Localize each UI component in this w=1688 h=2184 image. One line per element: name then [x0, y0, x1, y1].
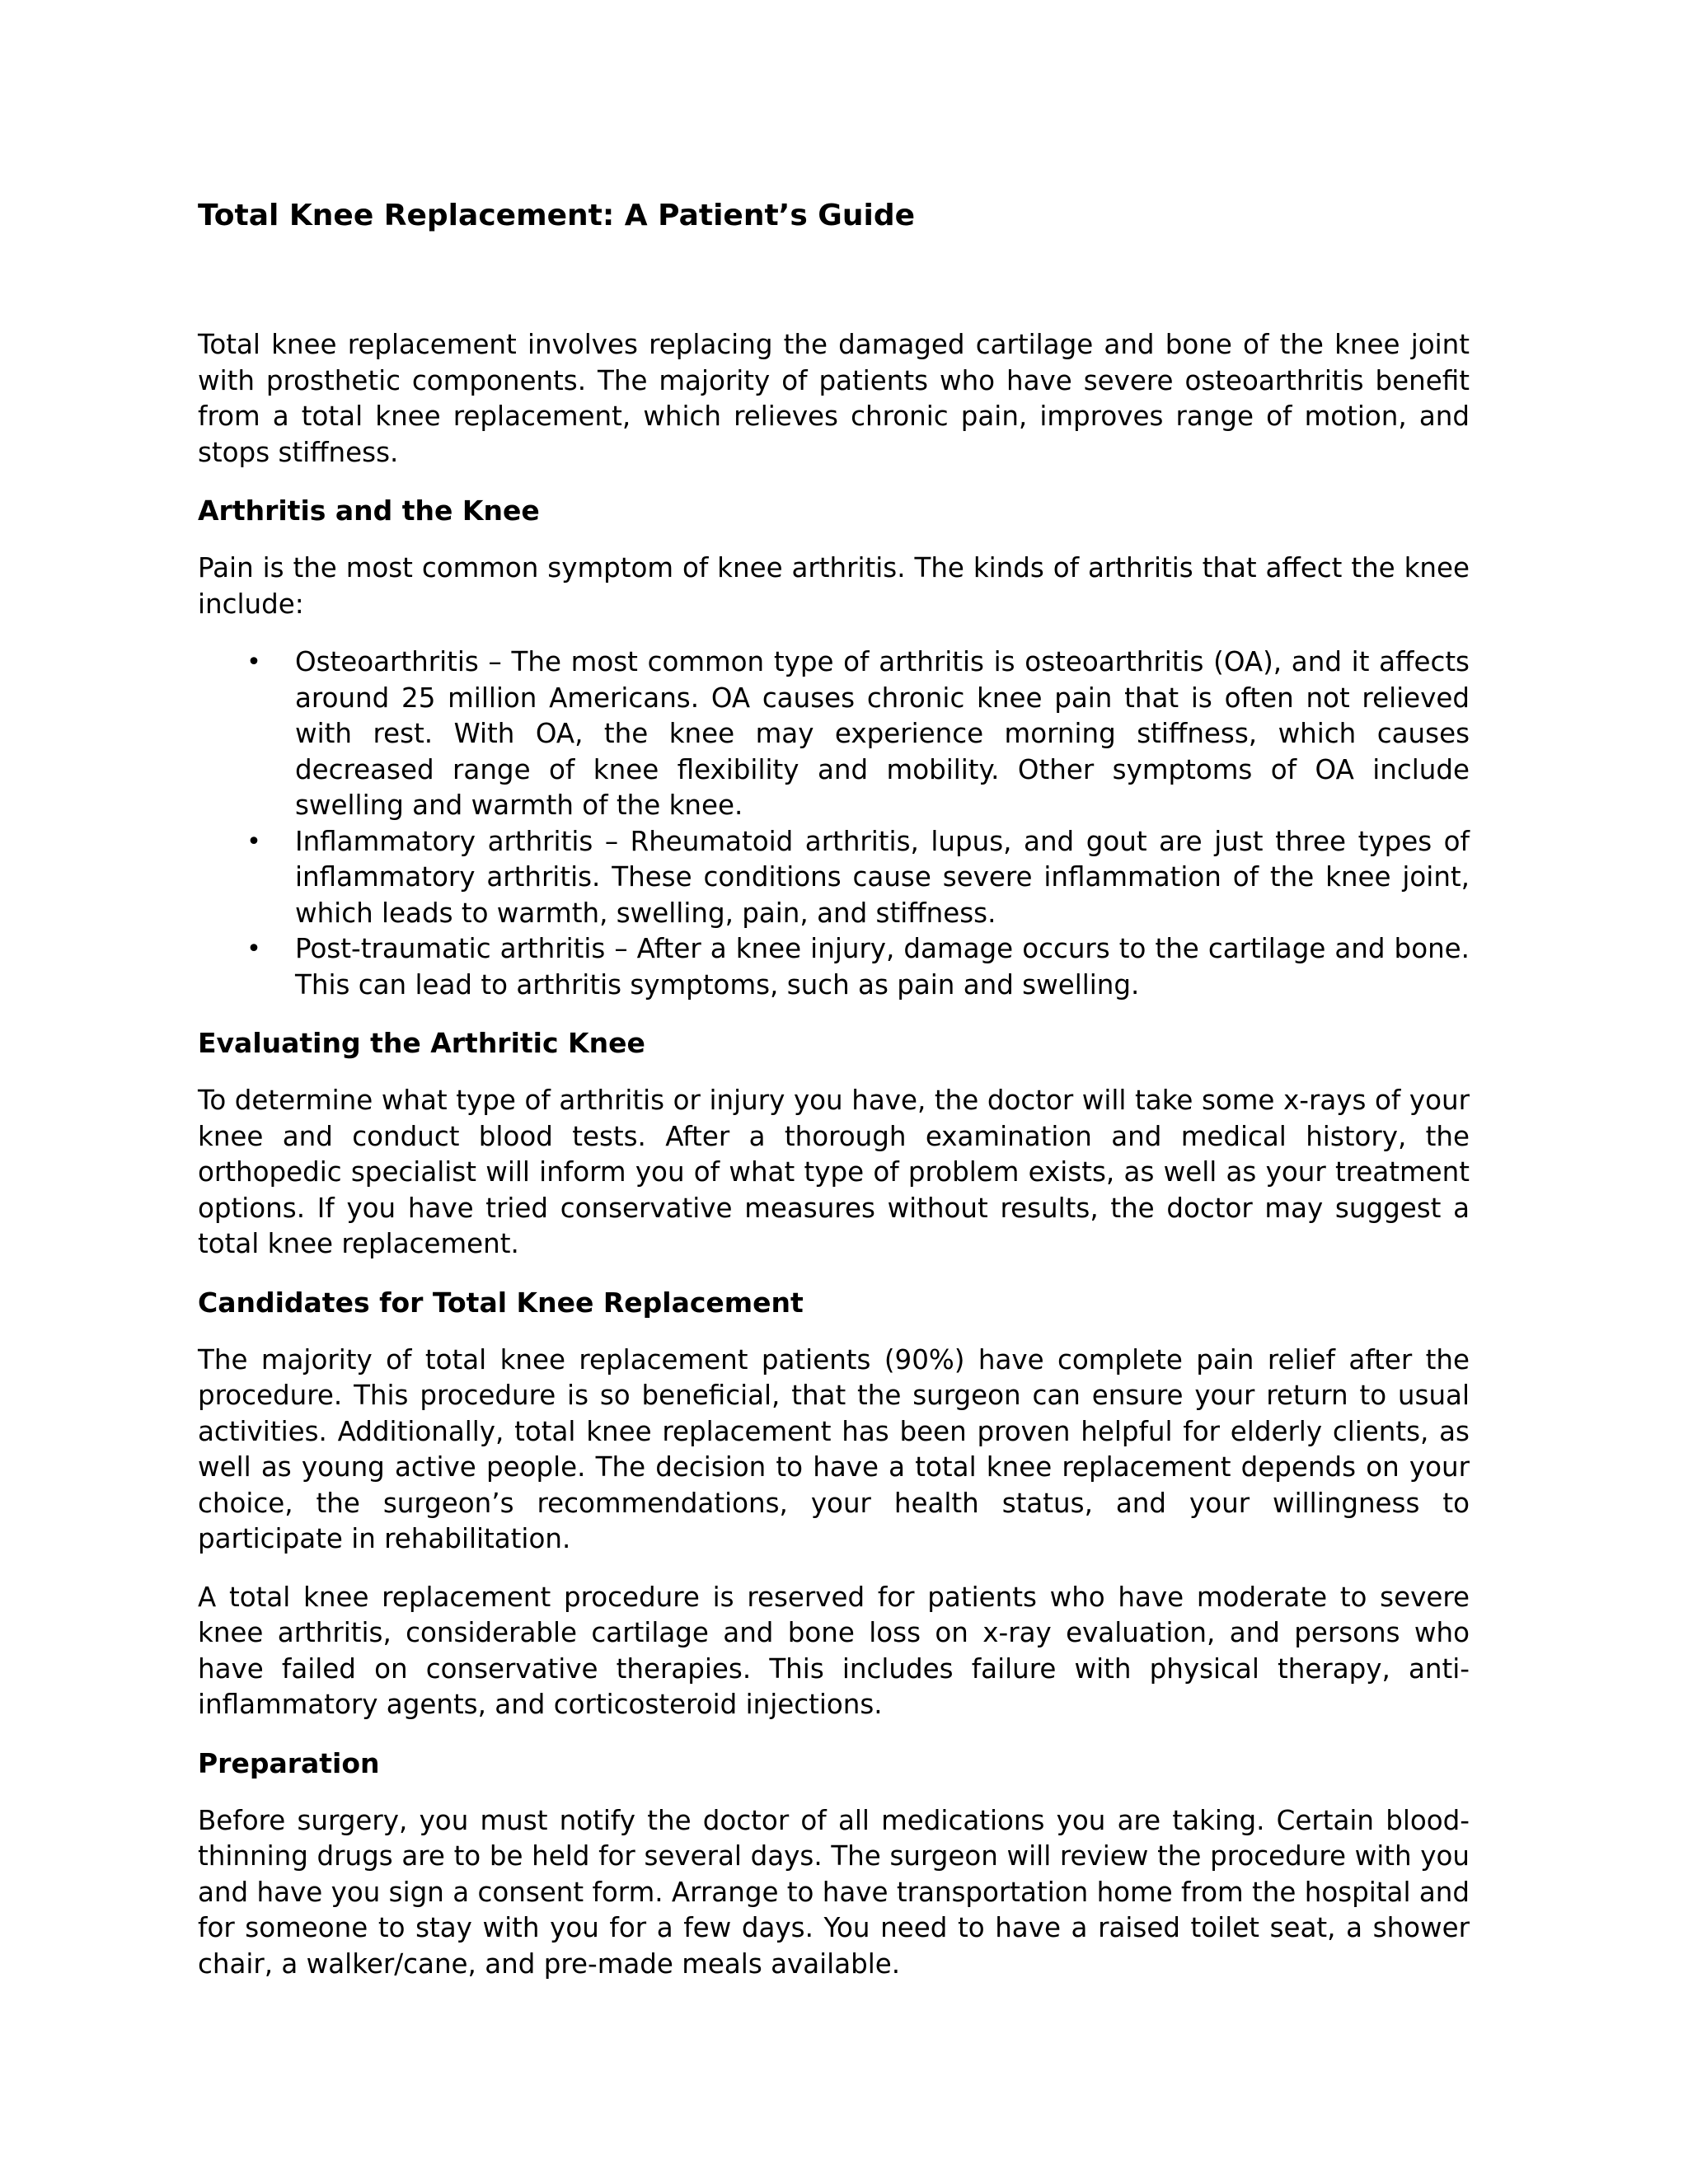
candidates-paragraph-2: A total knee replacement procedure is reserved for patients who have moderate to severe knee arthritis, considerable cartilage and bone loss on x-ray evaluation, and persons who have failed on conservative therapies. This includes failure with physical therapy, anti-inflammatory agents, and corticosteroid injections. — [198, 1581, 1470, 1720]
list-item-text: Post-traumatic arthritis – After a knee injury, damage occurs to the cartilage and bone. This can lead to arthritis symptoms, such as pain and swelling. — [295, 933, 1470, 1001]
document-title: Total Knee Replacement: A Patient’s Guide — [198, 199, 916, 232]
list-item-post-traumatic-arthritis — [198, 931, 1470, 1003]
document-body — [198, 198, 1470, 2004]
list-item-text: Inflammatory arthritis – Rheumatoid arthritis, lupus, and gout are just three types of inflammatory arthritis. These conditions cause severe inflammation of the knee joint, which leads to warmth, swelling, pain, and stiffness. — [295, 825, 1470, 929]
arthritis-types-list — [198, 644, 1470, 1003]
list-item-inflammatory-arthritis — [198, 824, 1470, 932]
list-item-text: Osteoarthritis – The most common type of arthritis is osteoarthritis (OA), and it affects around 25 million Americans. OA causes chronic knee pain that is often not relieved with rest. With OA, the knee may experience morning stiffness, which causes decreased range of knee flexibility and mobility. Other symptoms of OA include swelling and warmth of the knee. — [295, 646, 1470, 821]
bullet-icon: • — [246, 648, 261, 677]
heading-evaluating-the-arthritic-knee: Evaluating the Arthritic Knee — [198, 1027, 645, 1059]
bullet-icon: • — [246, 827, 261, 856]
candidates-paragraph-1: The majority of total knee replacement patients (90%) have complete pain relief after the procedure. This procedure is so beneficial, that the surgeon can ensure your return to usual activities. Additionally, total knee replacement has been proven helpful for elderly clients, as well as young active people. The decision to have a total knee replacement depends on your choice, the surgeon’s recommendations, your health status, and your willingness to participate in rehabilitation. — [198, 1343, 1470, 1554]
evaluating-paragraph: To determine what type of arthritis or injury you have, the doctor will take some x-rays of your knee and conduct blood tests. After a thorough examination and medical history, the orthopedic specialist will inform you of what type of problem exists, as well as your treatment options. If you have tried conservative measures without results, the doctor may suggest a total knee replacement. — [198, 1085, 1470, 1259]
intro-paragraph: Total knee replacement involves replacing the damaged cartilage and bone of the knee joint with prosthetic components. The majority of patients who have severe osteoarthritis benefit from a total knee replacement, which relieves chronic pain, improves range of motion, and stops stiffness. — [198, 329, 1470, 468]
heading-preparation: Preparation — [198, 1746, 380, 1779]
arthritis-paragraph: Pain is the most common symptom of knee arthritis. The kinds of arthritis that affect the knee include: — [198, 552, 1470, 620]
bullet-icon: • — [246, 935, 261, 963]
preparation-paragraph: Before surgery, you must notify the doctor of all medications you are taking. Certain blood-thinning drugs are to be held for several days. The surgeon will review the procedure with you and have you sign a consent form. Arrange to have transportation home from the hospital and for someone to stay with you for a few days. You need to have a raised toilet seat, a shower chair, a walker/cane, and pre-made meals available. — [198, 1804, 1470, 1980]
heading-candidates-for-total-knee-replacement: Candidates for Total Knee Replacement — [198, 1286, 804, 1319]
heading-arthritis-and-the-knee: Arthritis and the Knee — [198, 494, 540, 527]
list-item-osteoarthritis — [198, 644, 1470, 824]
